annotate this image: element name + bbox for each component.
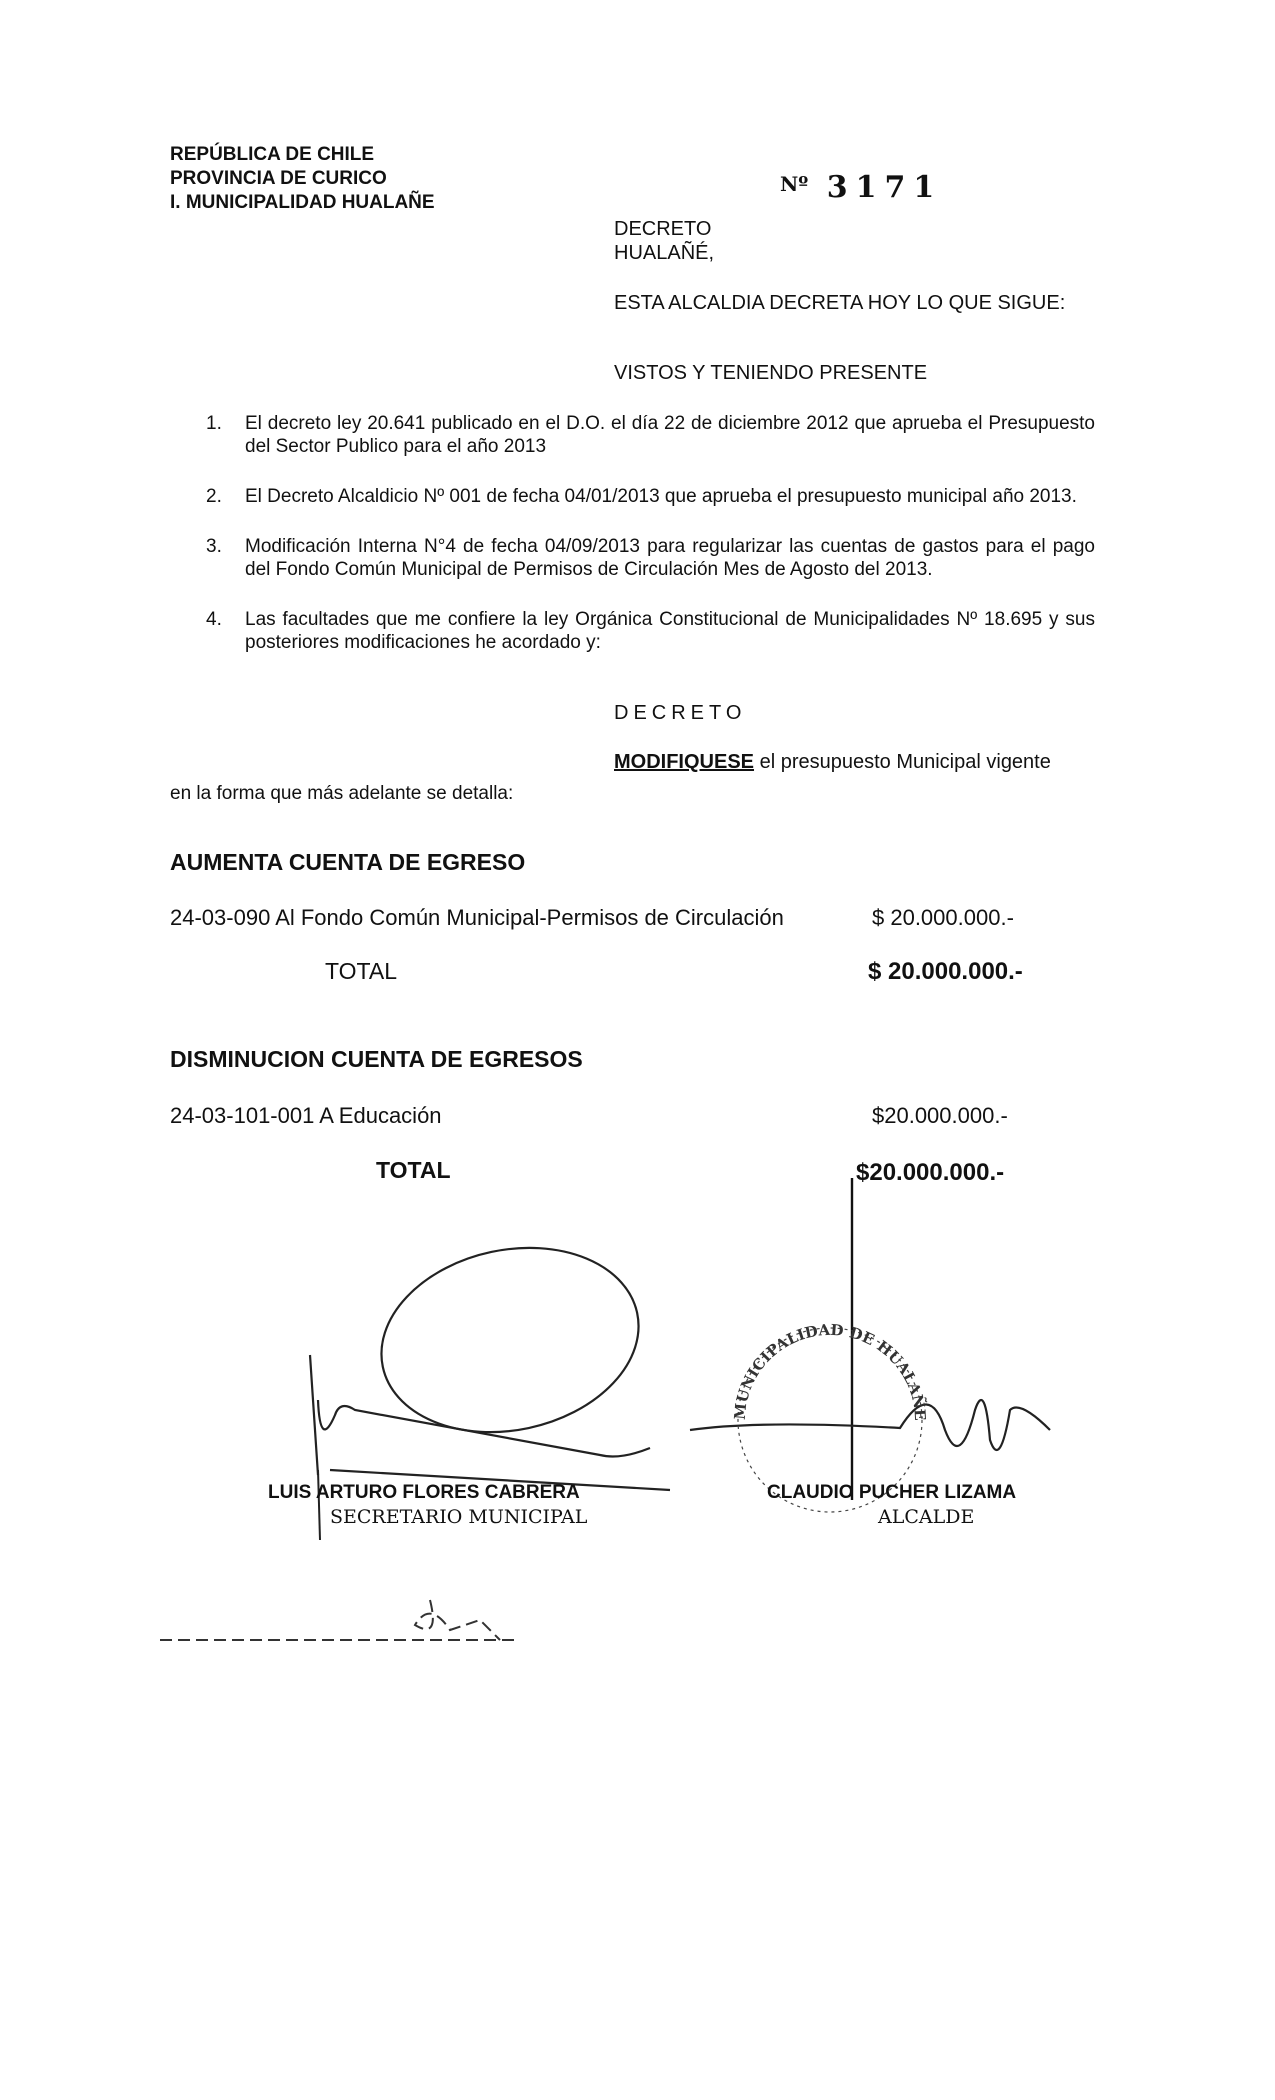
list-item-text: El Decreto Alcaldicio Nº 001 de fecha 04/01/2013 que aprueba el presupuesto municipal año 2013.: [245, 486, 1077, 507]
signatory-right-role: ALCALDE: [878, 1506, 975, 1528]
modify-rest: el presupuesto Municipal vigente: [754, 751, 1051, 773]
seal-text: MUNICIPALIDAD DE HUALAÑE: [730, 1320, 930, 1421]
decrease-title: DISMINUCION CUENTA DE EGRESOS: [170, 1046, 583, 1072]
modify-keyword: MODIFIQUESE: [614, 751, 755, 773]
header-province: PROVINCIA DE CURICO: [170, 168, 387, 189]
list-item-number: 2.: [206, 486, 222, 507]
decree-number-value: 3171: [826, 170, 943, 205]
header-country: REPÚBLICA DE CHILE: [170, 144, 375, 165]
list-item-text: Las facultades que me confiere la ley Orgánica Constitucional de Municipalidades Nº 18.695 y sus posteriores modificaciones he acordado y:: [245, 609, 1095, 653]
list-item-number: 4.: [206, 609, 222, 630]
decrease-total-label: TOTAL: [376, 1157, 451, 1183]
vistos-heading: VISTOS Y TENIENDO PRESENTE: [614, 362, 928, 384]
svg-text:MUNICIPALIDAD DE HUALAÑE: [731, 1321, 930, 1421]
increase-title: AUMENTA CUENTA DE EGRESO: [170, 849, 526, 875]
signatory-left-name: LUIS ARTURO FLORES CABRERA: [268, 1482, 580, 1503]
decrease-item-label: 24-03-101-001 A Educación: [170, 1103, 442, 1128]
signatory-left-role: SECRETARIO MUNICIPAL: [330, 1506, 588, 1528]
decree-label: DECRETO: [614, 218, 712, 240]
intro-text: ESTA ALCALDIA DECRETA HOY LO QUE SIGUE:: [614, 292, 1066, 314]
list-item-number: 3.: [206, 536, 222, 557]
increase-total-amount: $ 20.000.000.-: [868, 958, 1023, 985]
decrease-item-amount: $20.000.000.-: [872, 1103, 1008, 1128]
modify-continuation: en la forma que más adelante se detalla:: [170, 783, 514, 804]
decree-number-prefix: Nº: [780, 172, 809, 196]
signature-tail-left: [318, 1470, 320, 1540]
place-label: HUALAÑÉ,: [614, 242, 715, 264]
list-item-text: Modificación Interna N°4 de fecha 04/09/2013 para regularizar las cuentas de gastos para el pago del Fondo Común Municipal de Permisos de Circulación Mes de Agosto del 2013.: [245, 536, 1095, 580]
initials-scribble: [160, 1600, 520, 1640]
signatory-right-name: CLAUDIO PUCHER LIZAMA: [767, 1482, 1017, 1503]
decree-title: DECRETO: [614, 702, 747, 724]
list-item-text: El decreto ley 20.641 publicado en el D.O. el día 22 de diciembre 2012 que aprueba el Presupuesto del Sector Publico para el año 2013: [245, 413, 1095, 457]
increase-item-amount: $ 20.000.000.-: [872, 905, 1014, 930]
signature-stroke-left: [310, 1355, 670, 1490]
list-item-number: 1.: [206, 413, 222, 434]
header-municipality: I. MUNICIPALIDAD HUALAÑE: [170, 192, 435, 213]
increase-item-label: 24-03-090 Al Fondo Común Municipal-Permisos de Circulación: [170, 905, 784, 930]
increase-total-label: TOTAL: [325, 958, 397, 984]
decrease-total-amount: $20.000.000.-: [856, 1159, 1005, 1186]
